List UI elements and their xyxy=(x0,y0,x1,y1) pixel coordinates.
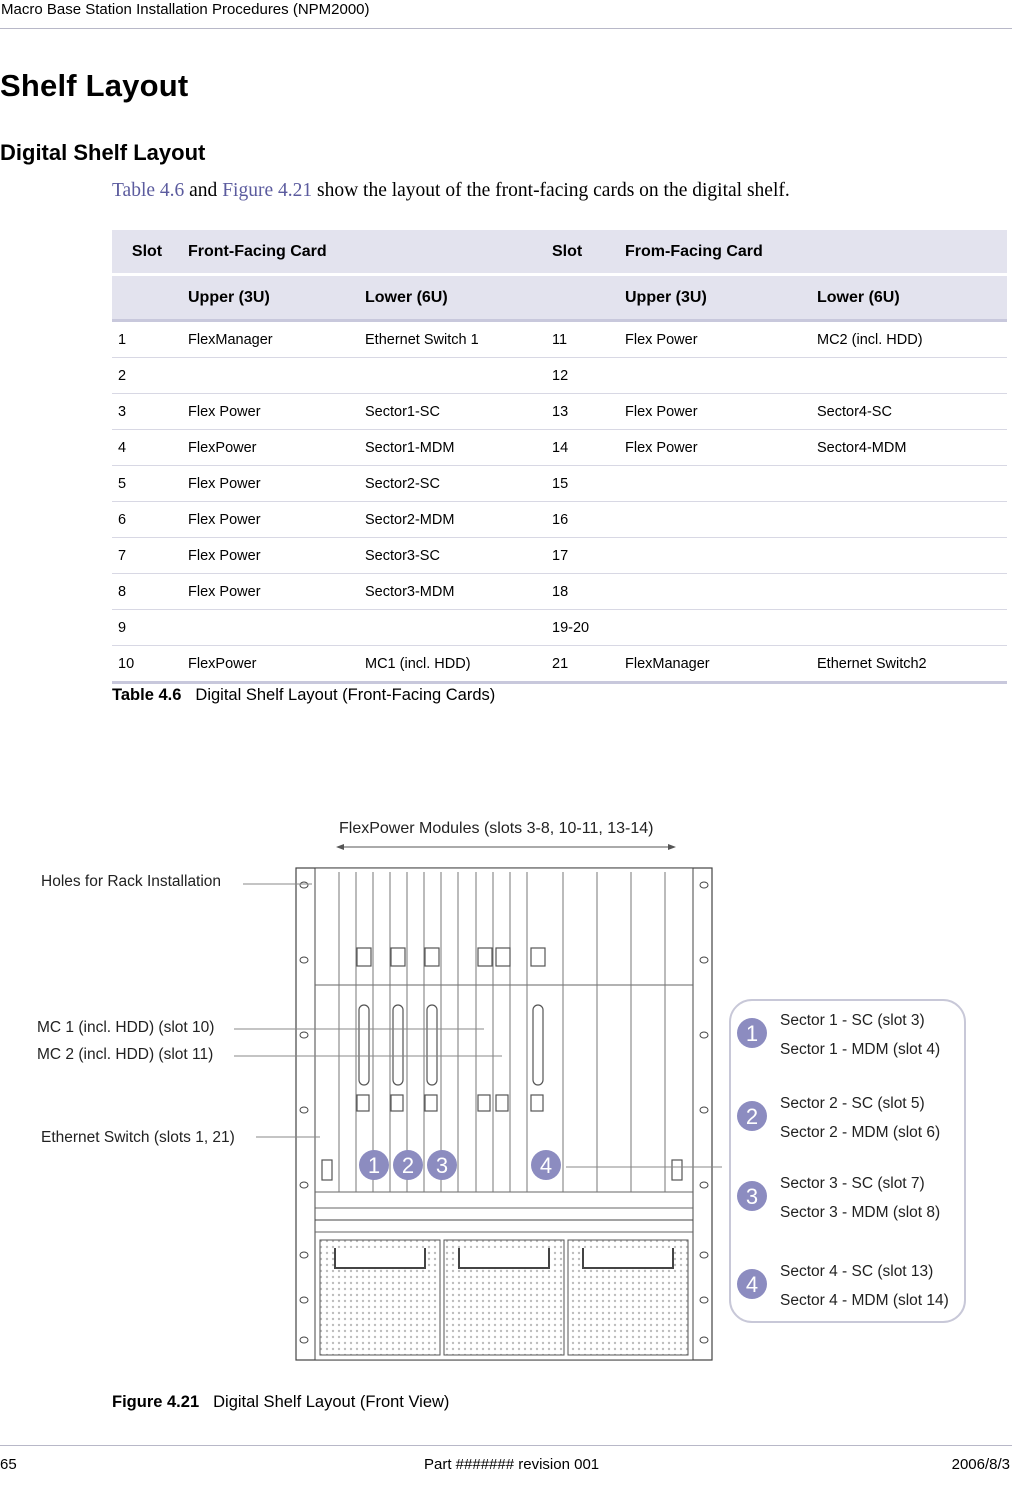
legend-sector-marker-2 xyxy=(737,1101,767,1131)
subheader-empty-2 xyxy=(546,275,619,321)
cell-lower-card-2 xyxy=(811,574,1007,610)
table-subheader-row xyxy=(112,275,1007,321)
cell-slot-2: 12 xyxy=(546,358,619,394)
cell-slot: 7 xyxy=(112,538,182,574)
table-body xyxy=(112,321,1007,683)
cell-lower-card: MC1 (incl. HDD) xyxy=(359,646,546,683)
subheader-upper-2: Upper (3U) xyxy=(619,275,811,321)
svg-text:3: 3 xyxy=(745,1184,759,1209)
part-revision: Part ####### revision 001 xyxy=(424,1456,600,1473)
subheader-upper: Upper (3U) xyxy=(182,275,359,321)
svg-text:3: 3 xyxy=(435,1153,449,1178)
svg-text:1: 1 xyxy=(745,1021,759,1046)
table-row xyxy=(112,358,1007,394)
mc1-label: MC 1 (incl. HDD) (slot 10) xyxy=(37,1019,215,1036)
cell-slot-2: 21 xyxy=(546,646,619,683)
table-row xyxy=(112,574,1007,610)
cell-upper-card: Flex Power xyxy=(182,394,359,430)
cell-slot: 10 xyxy=(112,646,182,683)
subheader-lower-2: Lower (6U) xyxy=(811,275,1007,321)
card-sector-marker-4 xyxy=(531,1150,561,1180)
legend-sector-marker-3 xyxy=(737,1181,767,1211)
table-row xyxy=(112,394,1007,430)
cell-upper-card-2 xyxy=(619,610,811,646)
mc2-label: MC 2 (incl. HDD) (slot 11) xyxy=(37,1046,214,1063)
cell-upper-card: Flex Power xyxy=(182,538,359,574)
cell-upper-card-2: Flex Power xyxy=(619,394,811,430)
subsection-title: Digital Shelf Layout xyxy=(0,140,206,165)
table-row xyxy=(112,646,1007,683)
cell-slot: 9 xyxy=(112,610,182,646)
footer-date: 2006/8/3 xyxy=(951,1456,1010,1473)
cell-slot-2: 18 xyxy=(546,574,619,610)
svg-text:4: 4 xyxy=(539,1153,553,1178)
table-caption-text: Digital Shelf Layout (Front-Facing Cards) xyxy=(195,686,496,704)
figure-caption-label: Figure 4.21 xyxy=(112,1393,200,1411)
cell-upper-card: FlexPower xyxy=(182,430,359,466)
table-row xyxy=(112,538,1007,574)
cell-lower-card-2: Sector4-MDM xyxy=(811,430,1007,466)
running-header xyxy=(0,0,1012,29)
cell-slot: 1 xyxy=(112,321,182,358)
subheader-empty xyxy=(112,275,182,321)
legend-sector-marker-1 xyxy=(737,1018,767,1048)
cell-slot: 2 xyxy=(112,358,182,394)
cell-lower-card-2 xyxy=(811,538,1007,574)
cell-slot: 6 xyxy=(112,502,182,538)
table-caption xyxy=(112,686,495,705)
subheader-lower: Lower (6U) xyxy=(359,275,546,321)
cell-upper-card-2 xyxy=(619,466,811,502)
shelf-layout-table xyxy=(112,230,1007,684)
table-header-row xyxy=(112,230,1007,275)
cell-lower-card xyxy=(359,610,546,646)
cell-upper-card-2: Flex Power xyxy=(619,430,811,466)
legend-sector2-mdm: Sector 2 - MDM (slot 6) xyxy=(780,1124,941,1141)
table-reference-link[interactable]: Table 4.6 xyxy=(112,180,185,201)
intro-paragraph xyxy=(112,180,790,202)
running-title: Macro Base Station Installation Procedures (NPM2000) xyxy=(1,1,370,18)
cell-lower-card-2: Sector4-SC xyxy=(811,394,1007,430)
figure-reference-link[interactable]: Figure 4.21 xyxy=(222,180,313,201)
cell-lower-card-2 xyxy=(811,466,1007,502)
header-front-facing-card: Front-Facing Card xyxy=(182,230,546,275)
header-slot: Slot xyxy=(112,230,182,275)
digital-shelf-figure xyxy=(0,800,1012,1370)
cell-slot-2: 11 xyxy=(546,321,619,358)
legend-sector4-sc: Sector 4 - SC (slot 13) xyxy=(780,1263,934,1280)
legend-sector1-sc: Sector 1 - SC (slot 3) xyxy=(780,1012,925,1029)
span-arrow xyxy=(336,844,676,850)
svg-text:1: 1 xyxy=(367,1153,381,1178)
cell-slot-2: 13 xyxy=(546,394,619,430)
fan-trays xyxy=(320,1240,688,1355)
section-title: Shelf Layout xyxy=(0,68,189,103)
table-row xyxy=(112,502,1007,538)
header-slot-2: Slot xyxy=(546,230,619,275)
cell-slot-2: 15 xyxy=(546,466,619,502)
legend-sector2-sc: Sector 2 - SC (slot 5) xyxy=(780,1095,925,1112)
cell-slot: 8 xyxy=(112,574,182,610)
cell-slot-2: 19-20 xyxy=(546,610,619,646)
cell-lower-card-2: Ethernet Switch2 xyxy=(811,646,1007,683)
cell-upper-card: Flex Power xyxy=(182,574,359,610)
cell-upper-card xyxy=(182,610,359,646)
table-caption-label: Table 4.6 xyxy=(112,686,182,704)
cell-upper-card: FlexManager xyxy=(182,321,359,358)
table-row xyxy=(112,466,1007,502)
page-number: 65 xyxy=(0,1456,17,1473)
ethernet-switch-label: Ethernet Switch (slots 1, 21) xyxy=(41,1129,235,1146)
table-row xyxy=(112,610,1007,646)
page-footer xyxy=(0,1445,1012,1496)
figure-caption xyxy=(112,1393,449,1412)
cell-lower-card: Sector1-MDM xyxy=(359,430,546,466)
legend-sector1-mdm: Sector 1 - MDM (slot 4) xyxy=(780,1041,941,1058)
svg-text:2: 2 xyxy=(401,1153,415,1178)
table-row xyxy=(112,321,1007,358)
card-sector-marker-2 xyxy=(393,1150,423,1180)
cell-slot: 3 xyxy=(112,394,182,430)
flexpower-modules-label: FlexPower Modules (slots 3-8, 10-11, 13-14) xyxy=(339,820,654,837)
cell-upper-card-2 xyxy=(619,574,811,610)
cell-upper-card: FlexPower xyxy=(182,646,359,683)
svg-text:2: 2 xyxy=(745,1104,759,1129)
cell-slot-2: 16 xyxy=(546,502,619,538)
cell-lower-card: Ethernet Switch 1 xyxy=(359,321,546,358)
svg-text:4: 4 xyxy=(745,1272,759,1297)
card-sector-marker-1 xyxy=(359,1150,389,1180)
intro-and: and xyxy=(184,180,223,201)
cell-upper-card-2: FlexManager xyxy=(619,646,811,683)
legend-sector4-mdm: Sector 4 - MDM (slot 14) xyxy=(780,1292,949,1309)
intro-rest: show the layout of the front-facing cards on the digital shelf. xyxy=(312,180,790,201)
legend-sector3-mdm: Sector 3 - MDM (slot 8) xyxy=(780,1204,941,1221)
cell-upper-card xyxy=(182,358,359,394)
header-from-facing-card: From-Facing Card xyxy=(619,230,1007,275)
card-sector-marker-3 xyxy=(427,1150,457,1180)
cell-lower-card-2 xyxy=(811,610,1007,646)
cell-lower-card: Sector2-SC xyxy=(359,466,546,502)
cell-lower-card xyxy=(359,358,546,394)
figure-caption-text: Digital Shelf Layout (Front View) xyxy=(213,1393,450,1411)
cell-lower-card: Sector2-MDM xyxy=(359,502,546,538)
cell-upper-card: Flex Power xyxy=(182,466,359,502)
legend-sector3-sc: Sector 3 - SC (slot 7) xyxy=(780,1175,925,1192)
cell-upper-card-2 xyxy=(619,502,811,538)
cell-upper-card-2 xyxy=(619,358,811,394)
cell-lower-card-2 xyxy=(811,358,1007,394)
cell-slot: 4 xyxy=(112,430,182,466)
table-row xyxy=(112,430,1007,466)
cell-upper-card-2 xyxy=(619,538,811,574)
cell-slot: 5 xyxy=(112,466,182,502)
cell-lower-card: Sector3-SC xyxy=(359,538,546,574)
cell-lower-card: Sector3-MDM xyxy=(359,574,546,610)
cell-slot-2: 17 xyxy=(546,538,619,574)
cell-lower-card-2 xyxy=(811,502,1007,538)
rack-holes-label: Holes for Rack Installation xyxy=(41,873,222,890)
legend-sector-marker-4 xyxy=(737,1269,767,1299)
cell-lower-card: Sector1-SC xyxy=(359,394,546,430)
cell-upper-card: Flex Power xyxy=(182,502,359,538)
cell-upper-card-2: Flex Power xyxy=(619,321,811,358)
cell-slot-2: 14 xyxy=(546,430,619,466)
cell-lower-card-2: MC2 (incl. HDD) xyxy=(811,321,1007,358)
